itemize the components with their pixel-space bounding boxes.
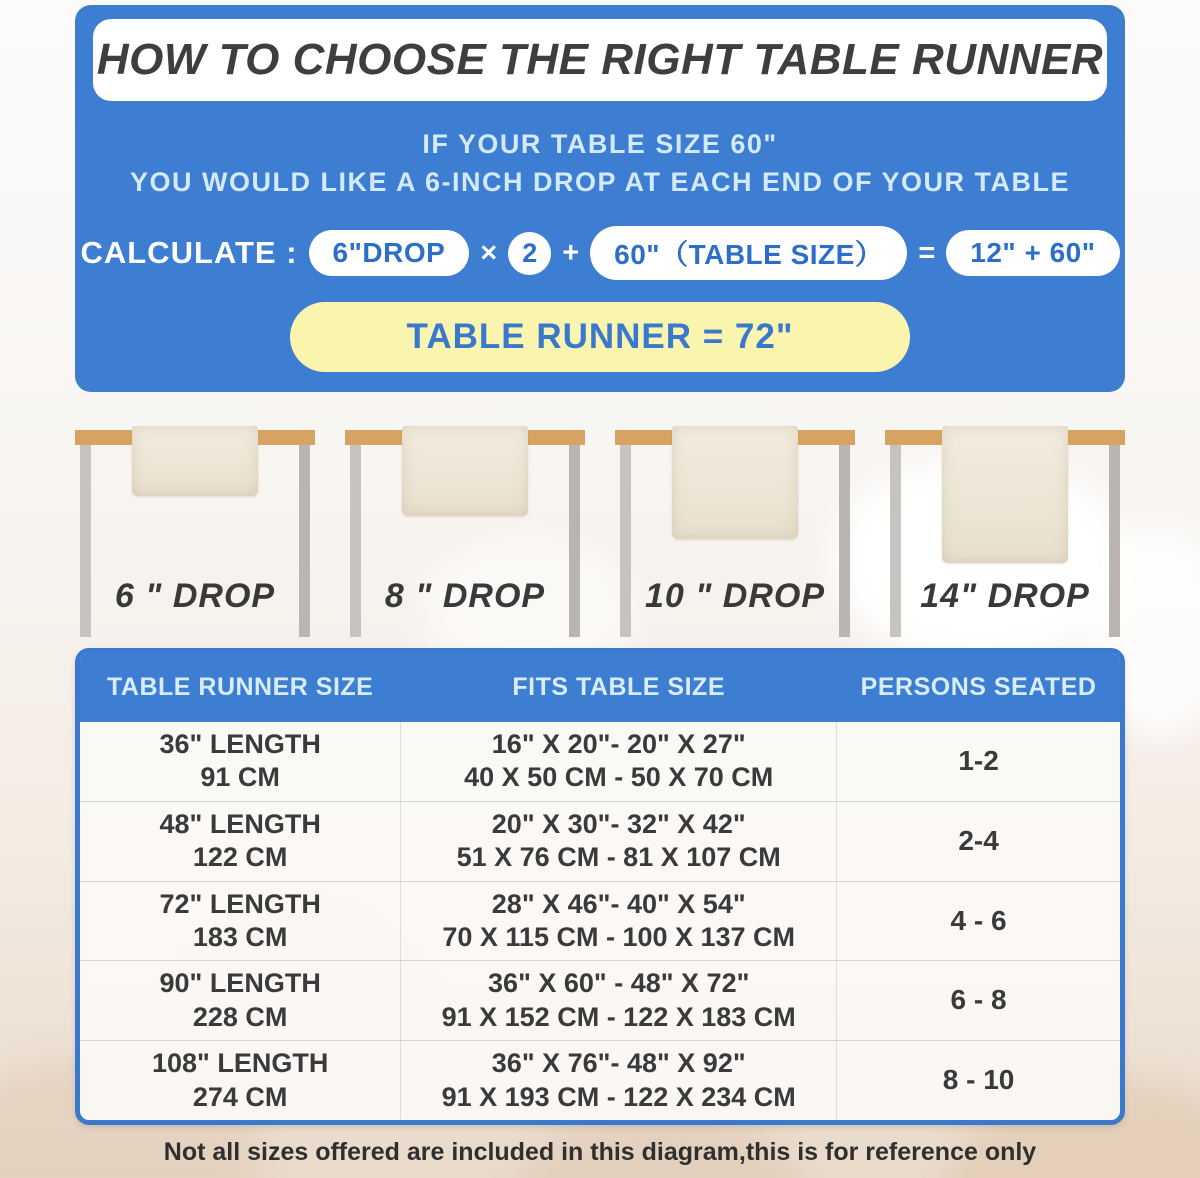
fits-size-cm: 91 X 152 CM - 122 X 183 CM [441, 1001, 796, 1032]
calculate-label: CALCULATE : [80, 235, 298, 270]
multiply-operator: × [480, 236, 498, 269]
intro-line-1: IF YOUR TABLE SIZE 60" [422, 129, 778, 159]
fits-size-inches: 36" X 76"- 48" X 92" [491, 1048, 746, 1079]
plus-operator: + [562, 236, 580, 269]
calculation-row [75, 226, 1125, 280]
persons-seated-cell: 1-2 [958, 745, 999, 777]
table-row [80, 960, 1120, 1040]
drop-figure-14in [885, 418, 1125, 638]
page-title: HOW TO CHOOSE THE RIGHT TABLE RUNNER [96, 35, 1104, 84]
runner-length-cm: 91 CM [200, 762, 280, 793]
runner-length-cm: 122 CM [192, 842, 288, 873]
persons-seated-cell: 8 - 10 [942, 1064, 1015, 1096]
fits-size-inches: 16" X 20"- 20" X 27" [491, 728, 746, 759]
runner-length-inches: 48" LENGTH [159, 808, 321, 839]
column-header-persons-seated: PERSONS SEATED [860, 673, 1097, 701]
equals-operator: = [918, 236, 936, 269]
runner-length-cm: 274 CM [192, 1081, 288, 1112]
runner-size-cell [80, 722, 400, 801]
runner-size-cell [80, 882, 400, 961]
table-size-pill: 60"（TABLE SIZE） [590, 226, 907, 280]
persons-seated-cell: 6 - 8 [950, 984, 1007, 1016]
table-header-row [80, 653, 1120, 722]
table-row [80, 801, 1120, 881]
runner-length-inches: 72" LENGTH [159, 888, 321, 919]
table-row [80, 722, 1120, 801]
runner-length-cm: 183 CM [192, 921, 288, 952]
table-row [80, 881, 1120, 961]
fits-size-cm: 70 X 115 CM - 100 X 137 CM [442, 921, 796, 952]
fits-table-size-cell [400, 882, 837, 961]
drop-figure-8in [345, 418, 585, 638]
title-banner [93, 19, 1107, 101]
table-body [80, 722, 1120, 1120]
drop-label: 14" DROP [920, 577, 1090, 615]
top-panel [75, 5, 1125, 392]
drop-figure-6in [75, 418, 315, 638]
persons-seated-cell: 4 - 6 [950, 904, 1007, 936]
runner-size-cell [80, 802, 400, 881]
runner-size-cell [80, 1041, 400, 1120]
column-header-fits-table-size: FITS TABLE SIZE [512, 673, 725, 701]
table-runner-illustration [942, 426, 1068, 563]
multiplier-badge: 2 [508, 232, 551, 275]
result-banner: TABLE RUNNER = 72" [290, 302, 910, 372]
persons-seated-cell: 2-4 [958, 824, 999, 856]
drop-label: 6 " DROP [114, 577, 276, 615]
runner-length-inches: 90" LENGTH [159, 968, 321, 999]
fits-size-inches: 36" X 60" - 48" X 72" [488, 968, 750, 999]
table-runner-illustration [672, 426, 798, 539]
fits-size-cm: 51 X 76 CM - 81 X 107 CM [456, 842, 781, 873]
runner-size-cell [80, 961, 400, 1040]
intro-line-2: YOU WOULD LIKE A 6-INCH DROP AT EACH END OF YOUR TABLE [129, 167, 1071, 197]
fits-size-cm: 40 X 50 CM - 50 X 70 CM [464, 762, 774, 793]
fits-table-size-cell [400, 802, 837, 881]
runner-length-inches: 36" LENGTH [159, 728, 321, 759]
table-row [80, 1040, 1120, 1120]
runner-length-inches: 108" LENGTH [151, 1048, 329, 1079]
fits-size-cm: 91 X 193 CM - 122 X 234 CM [441, 1081, 796, 1112]
drop-value-pill: 6"DROP [309, 230, 470, 276]
sum-pill: 12" + 60" [946, 230, 1119, 276]
fits-size-inches: 28" X 46"- 40" X 54" [491, 888, 746, 919]
fits-table-size-cell [400, 722, 837, 801]
disclaimer-note: Not all sizes offered are included in this diagram,this is for reference only [163, 1138, 1037, 1166]
table-runner-illustration [132, 426, 258, 496]
column-header-runner-size: TABLE RUNNER SIZE [106, 673, 374, 701]
fits-table-size-cell [400, 961, 837, 1040]
runner-length-cm: 228 CM [192, 1001, 288, 1032]
fits-size-inches: 20" X 30"- 32" X 42" [491, 808, 746, 839]
drop-figures-row [75, 418, 1125, 638]
size-reference-table [75, 648, 1125, 1125]
table-runner-illustration [402, 426, 528, 516]
drop-label: 8 " DROP [384, 577, 546, 615]
drop-label: 10 " DROP [644, 577, 826, 615]
drop-figure-10in [615, 418, 855, 638]
fits-table-size-cell [400, 1041, 837, 1120]
